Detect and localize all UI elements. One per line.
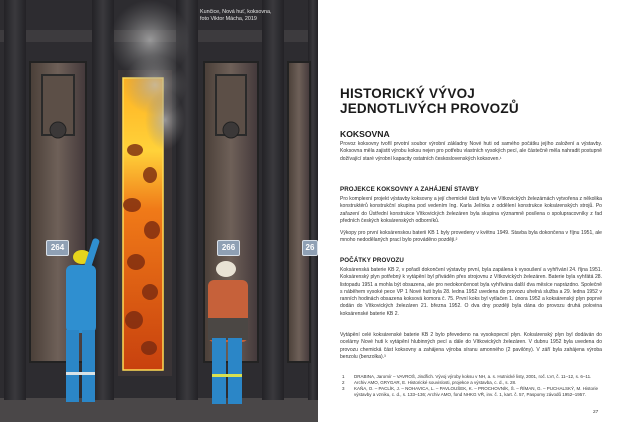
footnote-text: Archiv AMO, GRYGAR, E. Historické souvislosti, projekce a výstavba, c. d., s. 28. bbox=[354, 380, 517, 386]
footnote bbox=[340, 386, 602, 398]
footnote-number: 1 bbox=[342, 374, 345, 379]
footnote-number: 2 bbox=[342, 380, 345, 386]
text-page bbox=[318, 0, 633, 422]
oven-number-plate: 26 bbox=[302, 240, 318, 256]
oven-number-plate: 266 bbox=[217, 240, 240, 256]
footnote-number: 3 bbox=[342, 386, 345, 392]
section-title-koksovna: KOKSOVNA bbox=[340, 129, 390, 139]
footnotes-list bbox=[340, 374, 602, 398]
subsection-title-pocatky: POČÁTKY PROVOZU bbox=[340, 257, 404, 264]
intro-paragraph: Provoz koksovny tvořil prvotní soubor výrobní základny Nové huti od samého počátku jejího založení a výstavby. Koksovna měla zajistit výrobu koksu nejen pro potřebu vlastních vysokých pecí, ale částečně měla nahradit postupně dožívající staré výrobní kapacity ostatních československých koksoven.¹ bbox=[340, 141, 602, 162]
footnote-text: KAŇA, O. – PACLÍK, J. – NOHAVICA, L. – PAVLOUŠEK, K. – PROCHOVNÍK, Š. – ŘÍMAN, G. – PUCHALSKÝ, M. Historie výstavby a vzniku, c. d., s. 133–136; Archiv AMO, fond NHKG VŘ, inv. č. 1, kart. č. 57, Paspomy závodů 1952–1957. bbox=[354, 386, 598, 398]
caption-line: Kunčice, Nová huť, koksovna, bbox=[200, 9, 272, 15]
oven-number-plate: 264 bbox=[46, 240, 69, 256]
worker-right bbox=[208, 261, 248, 404]
body-paragraph: Koksárenská baterie KB 2, v pořadí dokončení výstavby první, byla zapálena k vysoušení a vyhřívání 24. října 1951. Koksárenský plyn potřebný k vytápění byl přiváděn přes strojovnu z Vítkovických železáren. Baterie byla vyhřátá 28. listopadu 1951 a mohla být obsazena, ale pro nedokončenost byla vyhřívána další dva měsíce naprázdno. Společně s náběhem vysoké pece VP 1 Nové huti byla 28. ledna 1952 uvedena do provozu uhelná služba a 29. ledna 1952 v ranních hodinách obsazena koksová komora č. 75. První koks byl vytlačen 1. února 1952 a koksárenský plyn poprvé dodán do Vítkovických železáren 21. března 1952. O dva dny později byla dána do provozu druhá polovina koksárenské baterie KB 2. bbox=[340, 267, 602, 317]
caption-line: foto Viktor Mácha, 2019 bbox=[200, 16, 257, 22]
title-line: JEDNOTLIVÝCH PROVOZŮ bbox=[340, 101, 519, 116]
body-paragraph: Výkopy pro první koksárenskou baterii KB 1 byly provedeny v květnu 1949. Stavba byla dokončena v říjnu 1951, ale mnoho nedodělaných prací bylo prováděno později.² bbox=[340, 230, 602, 244]
subsection-title-projekce: PROJEKCE KOKSOVNY A ZAHÁJENÍ STAVBY bbox=[340, 186, 479, 193]
page-title bbox=[340, 86, 600, 116]
body-paragraph: Vytápění celé koksárenské baterie KB 2 bylo převedeno na vysokopecní plyn. Koksárenský plyn byl dodáván do ocelárny Nové huti k vytápění hlubinných pecí a dále do Vítkovických železáren. V dubnu 1952 byla uvedena do provozu chemická část koksovny a zahájena výroba síranu amonného (2 pavilóny). V září byla zahájena výroba benzolu (benzolka).³ bbox=[340, 332, 602, 360]
photo-caption bbox=[200, 9, 272, 23]
body-paragraph: Pro komplexní projekt výstavby koksovny a její chemické části byla ve Vítkovických železárnách vytvořena z několika konstruktérů konstrukční skupina pod vedením Ing. Karla Jelínka z oddělení konstrukce koksárenských strojů. Po zařazení do Ústřední konstrukce Vítkovických železáren byla skupina významně posílena o spolupracovníky z řad předních českých koksárenských odborníků. bbox=[340, 196, 602, 224]
footnote-text: DRABINA, Jaromír – VAVROŠ, Jindřich. Vývoj výroby koksu v NH, a. s. Hutnické listy, 2001, roč. LVI, č. 11–12, s. 6–11. bbox=[354, 374, 592, 379]
title-line: HISTORICKÝ VÝVOJ bbox=[340, 86, 475, 101]
page-number: 27 bbox=[593, 410, 599, 415]
